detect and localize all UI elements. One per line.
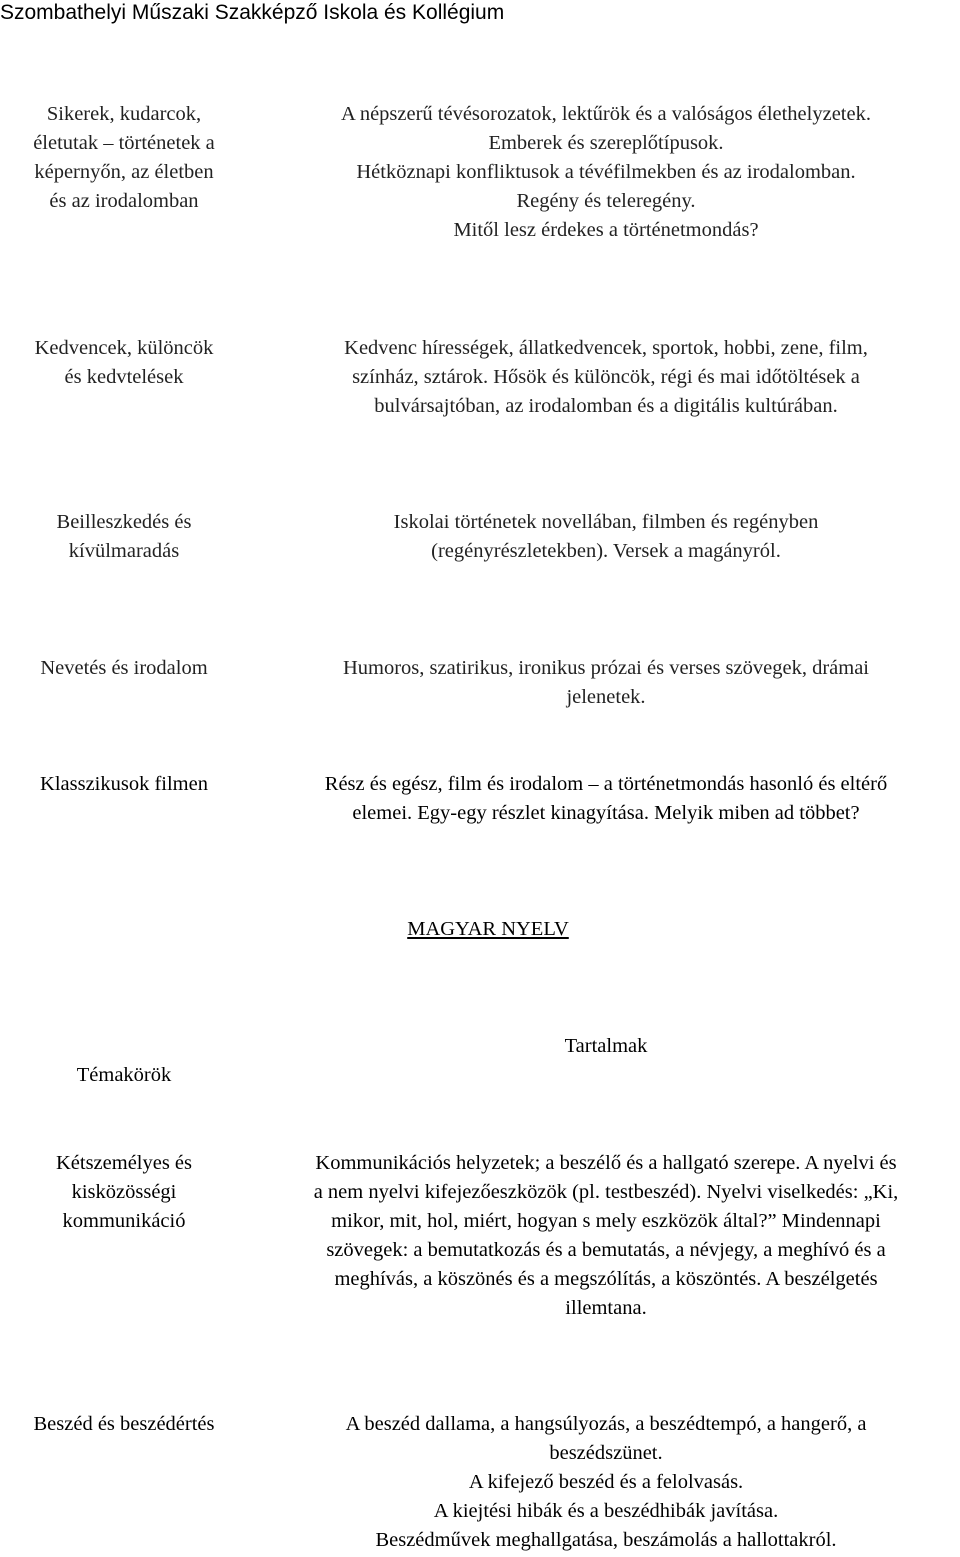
content-success-failure: A népszerű tévésorozatok, lektűrök és a valóságos élethelyzetek. Emberek és szereplőtípusok. Hétköznapi konfliktusok a tévéfilmekben és az irodalomban. Regény és teleregény. Mitől lesz érdekes a történetmondás?	[341, 103, 871, 241]
column-header-topics: Témakörök	[76, 1064, 172, 1086]
content-communication: Kommunikációs helyzetek; a beszélő és a hallgató szerepe. A nyelvi és a nem nyelvi kifejezőeszközök (pl. testbeszéd). Nyelvi viselkedés: „Ki, mikor, mit, hol, miért, hogyan s mely eszközök által?” Mindennapi szövegek: a bemutatkozás és a bemutatás, a névjegy, a meghívó és a meghívás, a köszönés és a megszólítás, a köszöntés. A beszélgetés illemtana.	[313, 1152, 899, 1319]
section-title-magyar-nyelv: MAGYAR NYELV	[407, 918, 569, 940]
content-laughter: Humoros, szatirikus, ironikus prózai és verses szövegek, drámai jelenetek.	[342, 657, 870, 708]
topic-success-failure: Sikerek, kudarcok, életutak – történetek a képernyőn, az életben és az irodalomban	[33, 103, 215, 212]
content-integration: Iskolai történetek novellában, filmben és regényben (regényrészletekben). Versek a magányról.	[393, 511, 819, 562]
topic-laughter: Nevetés és irodalom	[40, 657, 208, 679]
topic-favourites: Kedvencek, különcök és kedvtelések	[34, 337, 214, 388]
content-classics-on-film: Rész és egész, film és irodalom – a történetmondás hasonló és eltérő elemei. Egy-egy részlet kinagyítása. Melyik miben ad többet?	[324, 773, 888, 824]
topic-speech: Beszéd és beszédértés	[33, 1413, 215, 1435]
column-header-contents: Tartalmak	[564, 1035, 648, 1057]
content-favourites: Kedvenc hírességek, állatkedvencek, sportok, hobbi, zene, film, színház, sztárok. Hősök és különcök, régi és mai időtöltések a bulvársajtóban, az irodalomban és a digitális kultúrában.	[344, 337, 868, 417]
content-speech: A beszéd dallama, a hangsúlyozás, a beszédtempó, a hangerő, a beszédszünet. A kifejező beszéd és a felolvasás. A kiejtési hibák és a beszédhibák javítása. Beszédművek meghallgatása, beszámolás a hallottakról.	[345, 1413, 867, 1551]
topic-classics-on-film: Klasszikusok filmen	[40, 773, 208, 795]
school-header: Szombathelyi Műszaki Szakképző Iskola és Kollégium	[0, 1, 505, 24]
topic-communication: Kétszemélyes és kisközösségi kommunikáció	[55, 1152, 193, 1232]
topic-integration: Beilleszkedés és kívülmaradás	[56, 511, 192, 562]
